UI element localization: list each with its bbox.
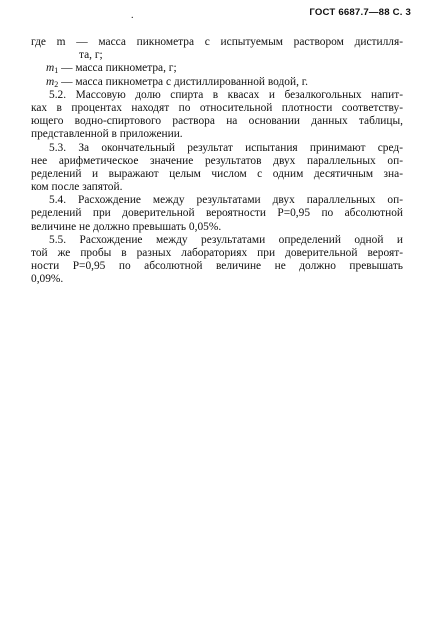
paragraph-5-4-line-1: 5.4. Расхождение между результатами двух параллельных оп- (49, 194, 403, 207)
paragraph-5-2-line-3: ющего водно-спиртового раствора на основании данных таблицы, (31, 115, 403, 128)
formula-legend-line-4 (31, 76, 403, 89)
symbol-m1: m (46, 62, 55, 75)
paragraph-5-3-line-1: 5.3. За окончательный результат испытания принимают сред- (49, 141, 403, 154)
paragraph-5-5-line-2: той же пробы в разных лабораториях при доверительной вероят- (31, 247, 403, 259)
paragraph-5-3-line-2: нее арифметическое значение результатов двух параллельных оп- (31, 154, 403, 167)
paragraph-5-4-line-2: ределений при доверительной вероятности P=0,95 по абсолютной (31, 207, 403, 220)
paragraph-5-5-line-4: 0,09%. (31, 273, 64, 286)
paragraph-5-4-line-3: величине не должно превышать 0,05%. (31, 220, 222, 233)
document-body (31, 36, 403, 287)
formula-legend-line-1: где m — масса пикнометра с испытуемым раствором дистилля- (31, 36, 403, 48)
page-header: ГОСТ 6687.7—88 С. 3 (309, 7, 411, 18)
paragraph-5-2-line-4: представленной в приложении. (31, 128, 183, 141)
formula-legend-line-3 (31, 62, 403, 75)
paragraph-5-5-line-1: 5.5. Расхождение между результатами определений одной и (49, 233, 403, 246)
formula-legend-line-2: та, г; (79, 49, 103, 62)
paragraph-5-5-line-3: ности P=0,95 по абсолютной величине не должно превышать (31, 260, 403, 273)
symbol-m2: m (46, 75, 55, 88)
paragraph-5-2-line-2: ках в процентах находят по относительной плотности соответству- (31, 101, 403, 114)
paragraph-5-2-line-1: 5.2. Массовую долю спирта в квасах и безалкогольных напит- (49, 88, 403, 101)
paragraph-5-3-line-3: ределений и выражают целым числом с одним десятичным зна- (31, 167, 403, 180)
paragraph-5-3-line-4: ком после запятой. (31, 181, 123, 194)
formula-legend-line-3-text: — масса пикнометра, г; (58, 62, 177, 75)
formula-legend-line-4-text: — масса пикнометра с дистиллированной водой, г. (58, 75, 309, 88)
symbol-m1-subscript: 1 (54, 66, 59, 76)
symbol-m2-subscript: 2 (54, 79, 59, 89)
stray-dot-mark: . (131, 10, 134, 21)
